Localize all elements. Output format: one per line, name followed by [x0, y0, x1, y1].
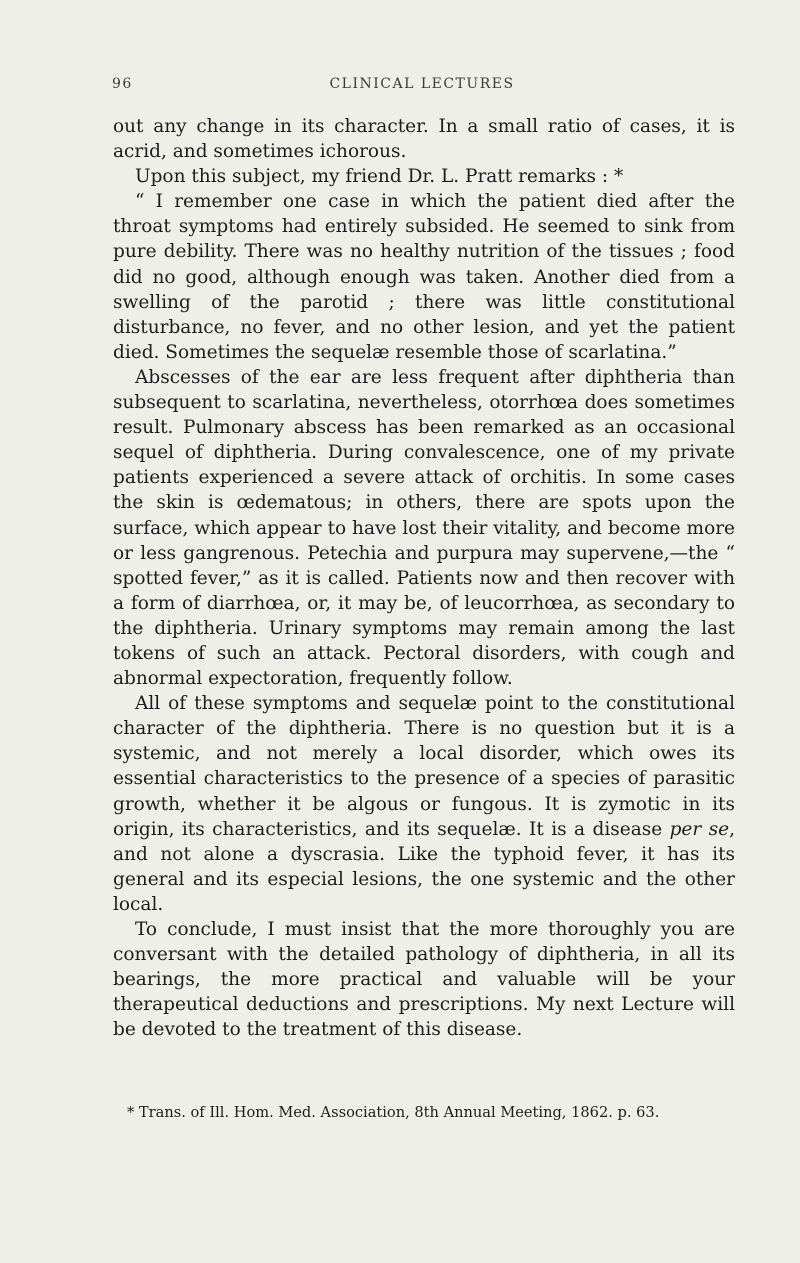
paragraph-constitutional-part2: , and not alone a dyscrasia. Like the typhoid fever, it has its general and its especial lesions, the one systemic and the other local.	[113, 818, 735, 915]
paragraph-constitutional-part1: All of these symptoms and sequelæ point to the constitutional character of the diphtheria. There is no question but it is a systemic, and not merely a local disorder, which owes its essential characteristics to the presence of a species of parasitic growth, whether it be algous or fungous. It is zymotic in its origin, its characteristics, and its sequelæ. It is a disease	[113, 693, 735, 840]
paragraph-conclusion: To conclude, I must insist that the more thoroughly you are conversant with the detailed pathology of diphtheria, in all its bearings, the more practical and valuable will be your therapeutical deductions and prescriptions. My next Lecture will be devoted to the treatment of this disease.	[113, 919, 735, 1041]
paragraph-pratt-quote: “ I remember one case in which the patient died after the throat symptoms had entirely subsided. He seemed to sink from pure debility. There was no healthy nutrition of the tissues ; food did no good, although enough was taken. Another died from a swelling of the parotid ; there was little constitutional disturbance, no fever, and no other lesion, and yet the patient died. Sometimes the sequelæ resemble those of scarlatina.”	[113, 191, 735, 363]
paragraph-abscesses: Abscesses of the ear are less frequent after diphtheria than subsequent to scarlatina, nevertheless, otorrhœa does sometimes result. Pulmonary abscess has been remarked as an occasional sequel of diphtheria. During convalescence, one of my private patients experienced a severe attack of orchitis. In some cases the skin is œdematous; in others, there are spots upon the surface, which appear to have lost their vitality, and become more or less gangrenous. Petechia and purpura may supervene,—the “ spotted fever,” as it is called. Patients now and then recover with a form of diarrhœa, or, it may be, of leucorrhœa, as secondary to the diphtheria. Urinary symptoms may remain among the last tokens of such an attack. Pectoral disorders, with cough and abnormal expectoration, frequently follow.	[113, 366, 735, 690]
paragraph-constitutional	[113, 691, 735, 917]
paragraph-pratt-intro: Upon this subject, my friend Dr. L. Pratt remarks : *	[135, 166, 624, 188]
paragraph-continuation: out any change in its character. In a small ratio of cases, it is acrid, and sometimes ichorous.	[113, 116, 735, 163]
page-number: 96	[112, 76, 133, 92]
footnote: * Trans. of Ill. Hom. Med. Association, 8th Annual Meeting, 1862. p. 63.	[127, 1104, 660, 1121]
body-text	[113, 114, 735, 1042]
italic-per-se: per se	[669, 818, 730, 840]
running-title: CLINICAL LECTURES	[329, 76, 515, 92]
running-head	[112, 76, 732, 98]
